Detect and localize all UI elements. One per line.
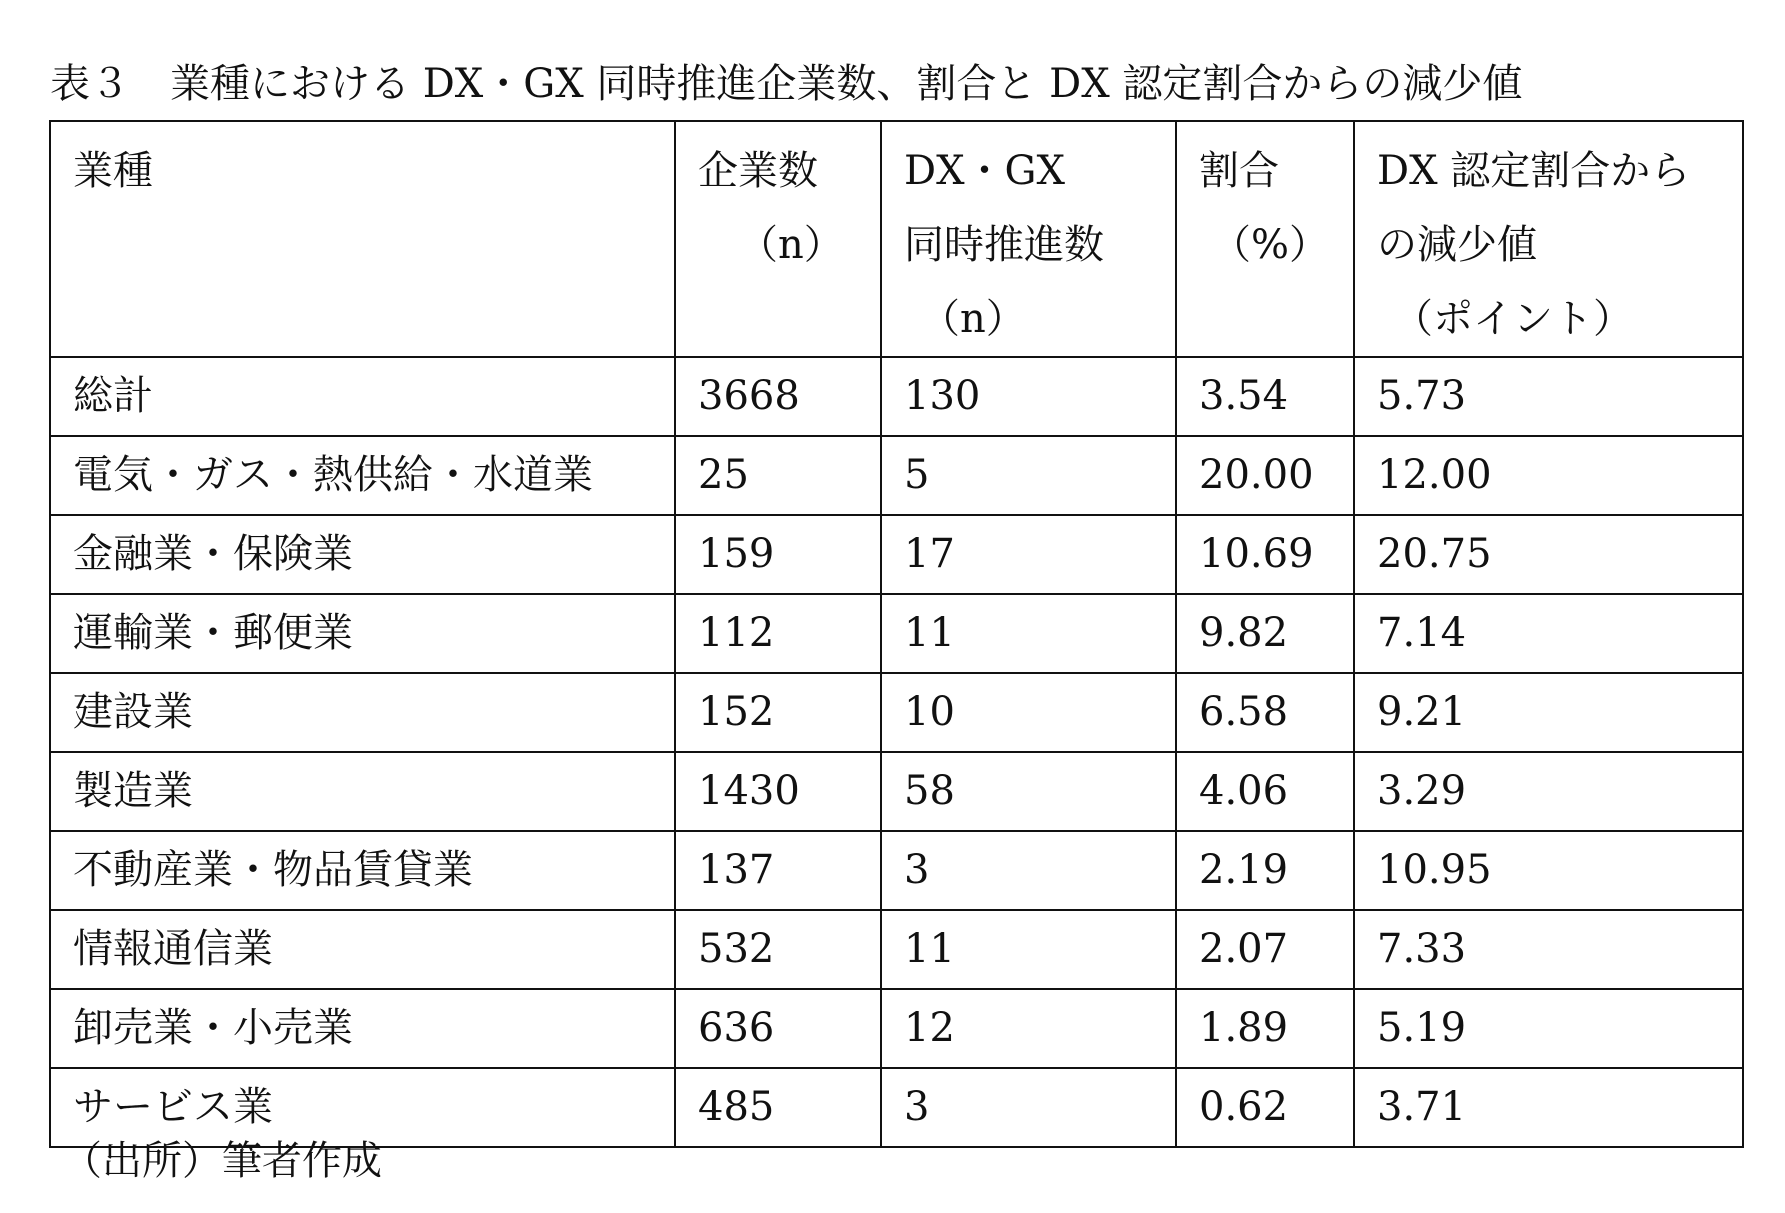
cell-ratio: 1.89 [1176,989,1354,1068]
header-line: 同時推進数 [904,222,1104,268]
cell-industry: 製造業 [50,752,675,831]
cell-decrease: 3.29 [1354,752,1743,831]
table-row [50,989,1743,1068]
cell-company-count: 636 [675,989,881,1068]
table-row [50,910,1743,989]
cell-company-count: 112 [675,594,881,673]
header-line: （n） [738,222,844,268]
cell-decrease: 7.33 [1354,910,1743,989]
cell-dx-gx-count: 17 [881,515,1176,594]
cell-ratio: 20.00 [1176,436,1354,515]
cell-ratio: 9.82 [1176,594,1354,673]
cell-decrease: 10.95 [1354,831,1743,910]
cell-company-count: 532 [675,910,881,989]
cell-decrease: 3.71 [1354,1068,1743,1147]
table-caption: 表３ 業種における DX・GX 同時推進企業数、割合と DX 認定割合からの減少値 [50,61,1523,107]
cell-dx-gx-count: 11 [881,910,1176,989]
industry-dx-gx-table [49,120,1744,1148]
cell-dx-gx-count: 3 [881,1068,1176,1147]
header-line: 企業数 [698,148,818,194]
header-industry [50,121,675,357]
cell-company-count: 3668 [675,357,881,436]
cell-ratio: 6.58 [1176,673,1354,752]
cell-company-count: 485 [675,1068,881,1147]
cell-dx-gx-count: 58 [881,752,1176,831]
table-row [50,831,1743,910]
header-line: （ポイント） [1393,296,1633,342]
cell-dx-gx-count: 12 [881,989,1176,1068]
cell-company-count: 1430 [675,752,881,831]
cell-decrease: 20.75 [1354,515,1743,594]
cell-industry: 建設業 [50,673,675,752]
cell-dx-gx-count: 11 [881,594,1176,673]
header-company-count [675,121,881,357]
cell-ratio: 0.62 [1176,1068,1354,1147]
cell-industry: 不動産業・物品賃貸業 [50,831,675,910]
cell-decrease: 5.73 [1354,357,1743,436]
cell-industry: 卸売業・小売業 [50,989,675,1068]
header-decrease-points [1354,121,1743,357]
data-table-container [49,120,1744,1148]
cell-ratio: 2.19 [1176,831,1354,910]
cell-ratio: 3.54 [1176,357,1354,436]
cell-dx-gx-count: 10 [881,673,1176,752]
cell-ratio: 10.69 [1176,515,1354,594]
cell-industry: 情報通信業 [50,910,675,989]
cell-ratio: 2.07 [1176,910,1354,989]
table-header-row [50,121,1743,357]
cell-decrease: 12.00 [1354,436,1743,515]
cell-decrease: 9.21 [1354,673,1743,752]
header-line: 割合 [1199,148,1279,194]
header-line: 業種 [73,148,153,194]
cell-industry: サービス業 [50,1068,675,1147]
header-line: DX・GX [904,148,1065,194]
cell-dx-gx-count: 5 [881,436,1176,515]
cell-industry: 金融業・保険業 [50,515,675,594]
header-line: DX 認定割合から [1377,148,1691,194]
table-row [50,673,1743,752]
cell-decrease: 5.19 [1354,989,1743,1068]
cell-company-count: 25 [675,436,881,515]
table-row [50,436,1743,515]
cell-ratio: 4.06 [1176,752,1354,831]
table-row [50,752,1743,831]
source-note: （出所）筆者作成 [62,1138,382,1184]
cell-company-count: 159 [675,515,881,594]
header-ratio [1176,121,1354,357]
cell-decrease: 7.14 [1354,594,1743,673]
cell-industry: 総計 [50,357,675,436]
cell-company-count: 152 [675,673,881,752]
cell-dx-gx-count: 3 [881,831,1176,910]
header-dx-gx-count [881,121,1176,357]
cell-industry: 電気・ガス・熱供給・水道業 [50,436,675,515]
table-row [50,515,1743,594]
table-row [50,594,1743,673]
cell-company-count: 137 [675,831,881,910]
table-row [50,357,1743,436]
header-line: の減少値 [1377,222,1537,268]
cell-industry: 運輸業・郵便業 [50,594,675,673]
header-line: （%） [1211,222,1330,268]
cell-dx-gx-count: 130 [881,357,1176,436]
header-line: （n） [920,296,1026,342]
